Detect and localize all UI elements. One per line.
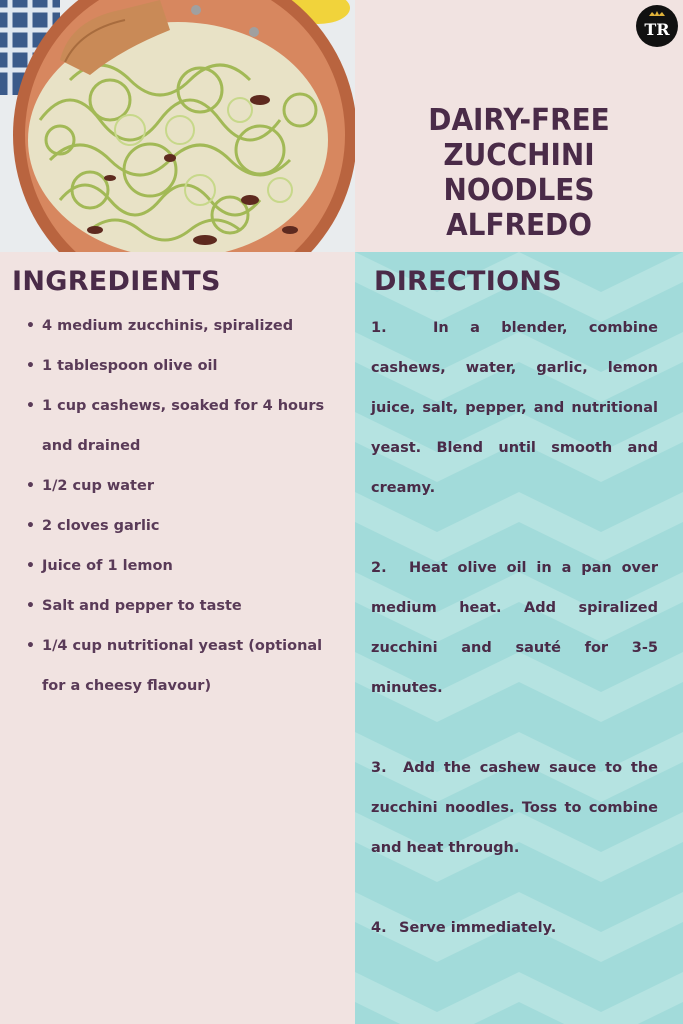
logo-text: TR bbox=[644, 20, 670, 39]
step-text: Add the cashew sauce to the zucchini noodles. Toss to combine and heat through. bbox=[371, 760, 658, 856]
direction-step bbox=[371, 908, 658, 948]
step-number: 2. bbox=[371, 560, 387, 576]
ingredient-item: • 1 tablespoon olive oil bbox=[24, 346, 344, 386]
directions-heading: DIRECTIONS bbox=[374, 266, 562, 297]
step-number: 1. bbox=[371, 320, 387, 336]
direction-step bbox=[371, 748, 658, 868]
step-number: 4. bbox=[371, 920, 387, 936]
ingredients-list bbox=[24, 306, 344, 706]
ingredient-item: • Juice of 1 lemon bbox=[24, 546, 344, 586]
step-number: 3. bbox=[371, 760, 387, 776]
direction-step bbox=[371, 548, 658, 708]
ingredient-item: • 4 medium zucchinis, spiralized bbox=[24, 306, 344, 346]
ingredients-heading: INGREDIENTS bbox=[12, 266, 221, 297]
ingredient-item: • 1 cup cashews, soaked for 4 hours and drained bbox=[24, 386, 344, 466]
step-text: Heat olive oil in a pan over medium heat. Add spiralized zucchini and sauté for 3-5 minutes. bbox=[371, 560, 658, 696]
title-panel bbox=[355, 0, 683, 252]
direction-step bbox=[371, 308, 658, 508]
tr-logo-icon bbox=[635, 4, 679, 48]
recipe-photo bbox=[0, 0, 355, 252]
ingredient-item: • 1/4 cup nutritional yeast (optional for a cheesy flavour) bbox=[24, 626, 344, 706]
recipe-title: DAIRY-FREE ZUCCHINI NOODLES ALFREDO bbox=[428, 103, 610, 243]
directions-list bbox=[371, 308, 658, 988]
zucchini-noodles-pan-image bbox=[0, 0, 355, 252]
step-text: Serve immediately. bbox=[399, 920, 557, 936]
ingredient-item: • Salt and pepper to taste bbox=[24, 586, 344, 626]
step-text: In a blender, combine cashews, water, garlic, lemon juice, salt, pepper, and nutritional yeast. Blend until smooth and creamy. bbox=[371, 320, 658, 496]
ingredient-item: • 1/2 cup water bbox=[24, 466, 344, 506]
ingredient-item: • 2 cloves garlic bbox=[24, 506, 344, 546]
